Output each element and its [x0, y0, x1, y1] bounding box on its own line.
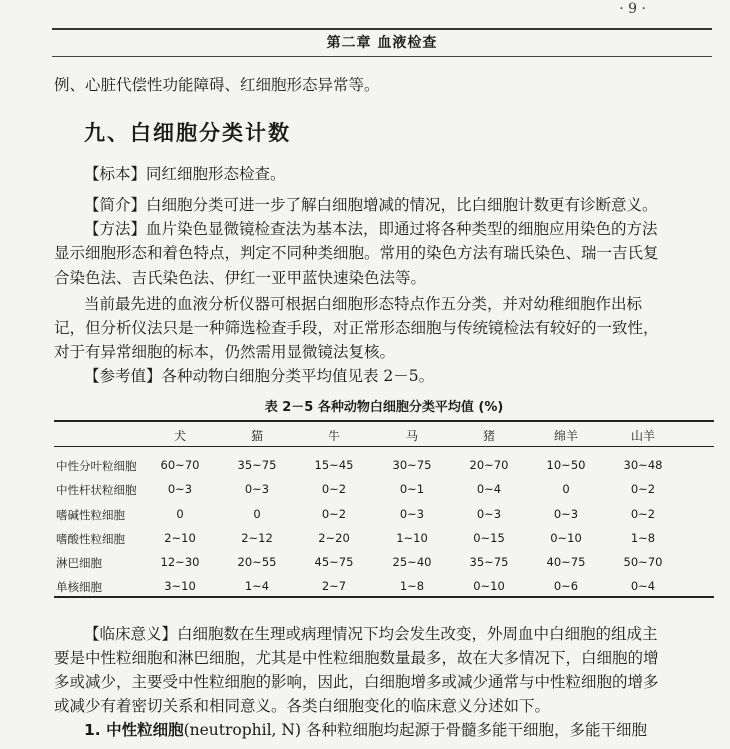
table-cell: 30~48 [623, 458, 663, 472]
specimen-paragraph: 【标本】同红细胞形态检查。 [84, 165, 286, 183]
table-cell: 0~10 [550, 531, 582, 545]
intro-line: 例、心脏代偿性功能障碍、红细胞形态异常等。 [54, 76, 380, 94]
neutrophil-text: (neutrophil, N) 各种粒细胞均起源于骨髓多能干细胞，多能干细胞 [183, 721, 647, 739]
table-cell: 20~55 [237, 555, 277, 569]
table-col-header: 绵羊 [553, 429, 579, 443]
table-cell: 0~3 [553, 507, 579, 521]
table-cell: 2~10 [164, 531, 196, 545]
table-cell: 30~75 [392, 458, 432, 472]
table-cell: 1~10 [396, 531, 428, 545]
table-cell: 2~12 [241, 531, 273, 545]
table-cell: 60~70 [160, 458, 200, 472]
table-cell: 0~2 [630, 507, 656, 521]
method-line-3: 合染色法、吉氏染色法、伊红一亚甲蓝快速染色法等。 [54, 269, 427, 287]
table-cell: 20~70 [469, 458, 509, 472]
clinical-line-4: 或减少有着密切关系和相同意义。各类白细胞变化的临床意义分述如下。 [54, 697, 551, 715]
reference-paragraph: 【参考值】各种动物白细胞分类平均值见表 2－5。 [84, 367, 435, 385]
method-line-2: 显示细胞形态和着色特点，判定不同种类细胞。常用的染色方法有瑞氏染色、瑞一吉氏复 [54, 244, 659, 262]
neutrophil-subheading: 1. 中性粒细胞 [84, 721, 184, 739]
table-col-header: 牛 [327, 429, 341, 443]
table-cell: 0~4 [630, 579, 656, 593]
table-cell: 0~3 [167, 482, 193, 496]
table-cell: 12~30 [160, 555, 200, 569]
analyzer-line-3: 对于有异常细胞的标本，仍然需用显微镜法复核。 [54, 343, 396, 361]
method-line-1: 【方法】血片染色显微镜检查法为基本法，即通过将各种类型的细胞应用染色的方法 [84, 220, 658, 238]
analyzer-line-2: 记，但分析仪法只是一种筛选检查手段，对正常形态细胞与传统镜检法有较好的一致性， [54, 319, 659, 337]
table-cell: 3~10 [164, 579, 196, 593]
table-row-label: 中性分叶粒细胞 [56, 459, 137, 473]
clinical-line-1: 【临床意义】白细胞数在生理或病理情况下均会发生改变，外周血中白细胞的组成主 [84, 625, 658, 643]
table-col-header: 山羊 [630, 429, 656, 443]
table-cell: 35~75 [237, 458, 277, 472]
table-cell: 35~75 [469, 555, 509, 569]
table-col-header: 猪 [482, 429, 496, 443]
table-cell: 0~2 [630, 482, 656, 496]
table-cell: 1~4 [244, 579, 270, 593]
table-cell: 1~8 [630, 531, 656, 545]
table-cell: 0~1 [399, 482, 425, 496]
table-title: 表 2－5 各种动物白细胞分类平均值 (%) [264, 400, 504, 415]
table-cell: 10~50 [546, 458, 586, 472]
table-col-header: 马 [405, 429, 419, 443]
table-header-rule [54, 446, 714, 447]
table-row-label: 淋巴细胞 [56, 556, 102, 570]
table-cell: 0~6 [553, 579, 579, 593]
table-cell: 0~3 [476, 507, 502, 521]
table-cell: 0~2 [321, 482, 347, 496]
table-col-header: 犬 [173, 429, 187, 443]
intro-paragraph: 【简介】白细胞分类可进一步了解白细胞增减的情况，比白细胞计数更有诊断意义。 [84, 196, 658, 214]
page-number: · 9 · [619, 1, 646, 17]
table-cell: 2~20 [318, 531, 350, 545]
clinical-line-3: 多或减少，主要受中性粒细胞的影响，因此，白细胞增多或减少通常与中性粒细胞的增多 [54, 673, 659, 691]
clinical-line-2: 要是中性粒细胞和淋巴细胞，尤其是中性粒细胞数量最多，故在大多情况下，白细胞的增 [54, 649, 659, 667]
table-cell: 40~75 [546, 555, 586, 569]
table-cell: 0~3 [399, 507, 425, 521]
table-cell: 1~8 [399, 579, 425, 593]
table-row-label: 嗜碱性粒细胞 [56, 508, 125, 522]
table-cell: 15~45 [314, 458, 354, 472]
table-cell: 0~10 [473, 579, 505, 593]
table-cell: 0~3 [244, 482, 270, 496]
table-bottom-rule [54, 596, 714, 598]
table-top-rule [54, 420, 714, 422]
table-cell: 45~75 [314, 555, 354, 569]
table-cell: 0~4 [476, 482, 502, 496]
analyzer-line-1: 当前最先进的血液分析仪器可根据白细胞形态特点作五分类，并对幼稚细胞作出标 [84, 295, 643, 313]
table-cell: 50~70 [623, 555, 663, 569]
table-cell: 2~7 [321, 579, 347, 593]
table-cell: 0~15 [473, 531, 505, 545]
table-cell: 0 [562, 482, 570, 496]
table-row-label: 单核细胞 [56, 580, 102, 594]
table-row-label: 中性杆状粒细胞 [56, 483, 137, 497]
table-cell: 0 [176, 507, 184, 521]
chapter-header: 第二章 血液检查 [52, 28, 712, 57]
table-row-label: 嗜酸性粒细胞 [56, 532, 125, 546]
table-cell: 25~40 [392, 555, 432, 569]
table-cell: 0 [253, 507, 261, 521]
section-title: 九、白细胞分类计数 [84, 121, 291, 145]
table-cell: 0~2 [321, 507, 347, 521]
neutrophil-subheading-line [84, 718, 730, 740]
table-col-header: 猫 [250, 429, 264, 443]
